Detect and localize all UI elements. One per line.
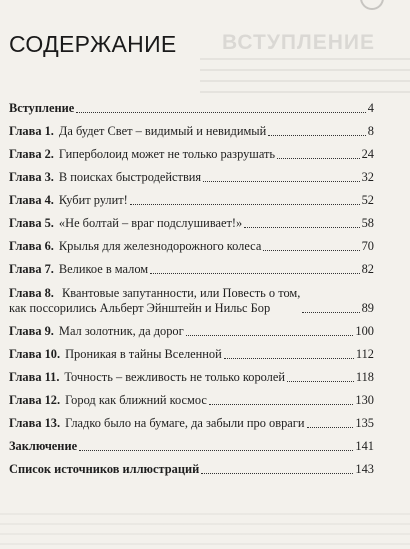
toc-entry-introduction[interactable] <box>9 96 374 119</box>
toc-entry-illustration-sources[interactable] <box>9 457 374 480</box>
toc-entry-chapter-9[interactable] <box>9 319 374 342</box>
toc-page-number: 58 <box>361 216 374 230</box>
toc-page-number: 141 <box>355 439 374 453</box>
chapter-number: Глава 10. <box>9 347 61 361</box>
toc-page-number: 118 <box>355 370 374 384</box>
chapter-number: Глава 1. <box>9 124 54 138</box>
dot-leader <box>244 226 359 228</box>
toc-entry-text: Список источников иллюстраций <box>9 462 200 476</box>
chapter-number: Глава 3. <box>9 170 54 184</box>
chapter-number: Глава 12. <box>9 393 61 407</box>
dot-leader <box>209 403 354 405</box>
toc-entry-chapter-13[interactable] <box>9 411 374 434</box>
toc-page-number: 70 <box>361 239 374 253</box>
dot-leader <box>76 111 366 113</box>
toc-entry-chapter-7[interactable] <box>9 257 374 280</box>
toc-entry-chapter-3[interactable] <box>9 165 374 188</box>
dot-leader <box>302 311 359 313</box>
toc-page-number: 4 <box>367 101 374 115</box>
toc-entry-chapter-8[interactable] <box>9 280 374 319</box>
dot-leader <box>150 272 359 274</box>
toc-entry-text: «Не болтай – враг подслушивает!» <box>58 216 243 230</box>
toc-page-number: 24 <box>361 147 374 161</box>
toc-entry-chapter-2[interactable] <box>9 142 374 165</box>
toc-page-number: 100 <box>355 324 374 338</box>
toc-entry-text: Заключение <box>9 439 78 453</box>
dot-leader <box>277 157 360 159</box>
toc-entry-chapter-10[interactable] <box>9 342 374 365</box>
toc-entry-chapter-4[interactable] <box>9 188 374 211</box>
chapter-number: Глава 8. <box>9 286 54 300</box>
toc-entry-text: Гладко было на бумаге, да забыли про овраги <box>65 416 305 430</box>
toc-page-number: 112 <box>355 347 374 361</box>
bleed-through-lines-bottom <box>0 513 410 549</box>
toc-page-number: 89 <box>361 301 374 315</box>
dot-leader <box>224 357 354 359</box>
toc-entry-text: Да будет Свет – видимый и невидимый <box>58 124 267 138</box>
toc-entry-text: Гиперболоид может не только разрушать <box>58 147 276 161</box>
chapter-number: Глава 6. <box>9 239 54 253</box>
toc-page-number: 130 <box>355 393 374 407</box>
chapter-number: Глава 9. <box>9 324 54 338</box>
chapter-number: Глава 7. <box>9 262 54 276</box>
toc-page-number: 82 <box>361 262 374 276</box>
chapter-number: Глава 11. <box>9 370 60 384</box>
page-title: СОДЕРЖАНИЕ <box>9 31 177 57</box>
dot-leader <box>263 249 359 251</box>
toc-entry-text: Точность – вежливость не только королей <box>64 370 285 384</box>
dot-leader <box>201 472 353 474</box>
dot-leader <box>130 203 360 205</box>
corner-ornament-icon <box>360 0 384 10</box>
dot-leader <box>268 134 366 136</box>
dot-leader <box>186 334 354 336</box>
toc-entry-text: Город как ближний космос <box>65 393 207 407</box>
toc-entry-text: Мал золотник, да дорог <box>58 324 184 338</box>
toc-entry-chapter-11[interactable] <box>9 365 374 388</box>
toc-page-number: 32 <box>361 170 374 184</box>
toc-entry-text: Кубит рулит! <box>58 193 128 207</box>
chapter-number: Глава 5. <box>9 216 54 230</box>
toc-entry-text-continued: как поссорились Альберт Эйнштейн и Нильс Бор <box>9 301 271 315</box>
bleed-through-heading: ВСТУПЛЕНИЕ <box>222 31 376 54</box>
bleed-through-lines <box>200 58 410 95</box>
dot-leader <box>307 426 354 428</box>
toc-entry-text: Крылья для железнодорожного колеса <box>58 239 262 253</box>
chapter-number: Глава 4. <box>9 193 54 207</box>
toc-entry-text: Квантовые запутанности, или Повесть о том, <box>62 286 301 300</box>
toc-entry-chapter-12[interactable] <box>9 388 374 411</box>
toc-page-number: 143 <box>355 462 374 476</box>
toc-entry-chapter-1[interactable] <box>9 119 374 142</box>
toc-page-number: 8 <box>367 124 374 138</box>
toc-entry-text: Вступление <box>9 101 75 115</box>
toc-entry-chapter-5[interactable] <box>9 211 374 234</box>
toc-entry-text: Великое в малом <box>58 262 149 276</box>
toc-entry-text: В поисках быстродействия <box>58 170 202 184</box>
toc-page-number: 135 <box>355 416 374 430</box>
chapter-number: Глава 13. <box>9 416 61 430</box>
toc-page-number: 52 <box>361 193 374 207</box>
dot-leader <box>203 180 359 182</box>
toc-entry-chapter-6[interactable] <box>9 234 374 257</box>
table-of-contents <box>9 96 374 480</box>
dot-leader <box>79 449 353 451</box>
chapter-number: Глава 2. <box>9 147 54 161</box>
toc-entry-conclusion[interactable] <box>9 434 374 457</box>
dot-leader <box>287 380 354 382</box>
toc-entry-text: Проникая в тайны Вселенной <box>65 347 222 361</box>
